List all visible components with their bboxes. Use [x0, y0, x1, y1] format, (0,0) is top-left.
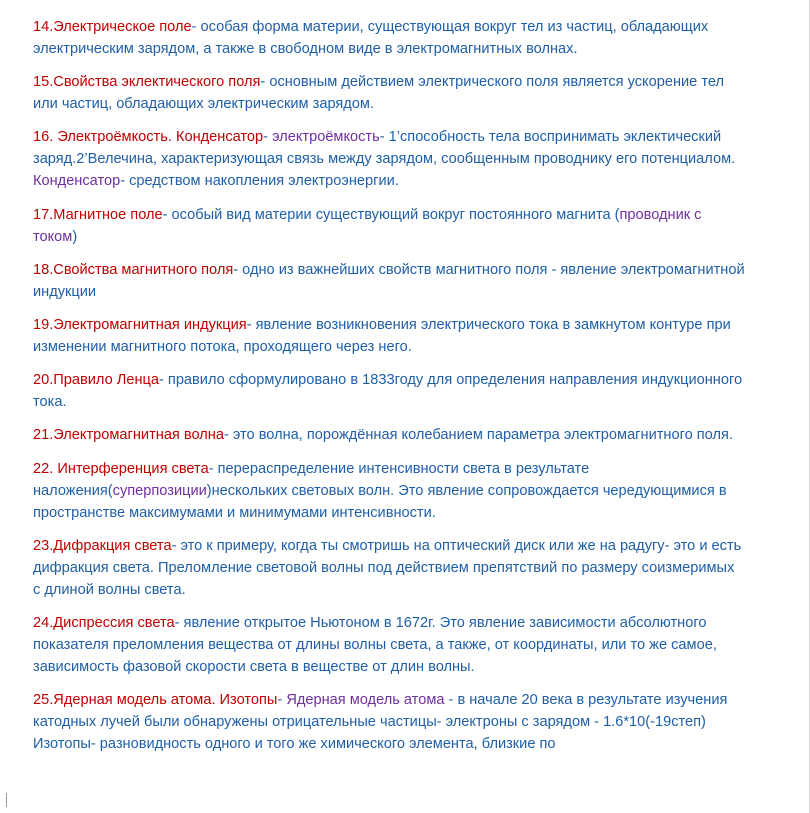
paragraph-23 — [33, 535, 745, 601]
term-heading: 24.Диспрессия света — [33, 614, 175, 631]
term-heading: 14.Электрическое поле — [33, 19, 192, 35]
term-heading: 22. Интерференция света — [33, 460, 209, 477]
term-highlight: электроёмкость — [272, 129, 380, 146]
paragraph-25 — [33, 689, 745, 755]
term-heading: 19.Электромагнитная индукция — [33, 316, 247, 333]
definition-text: )нескольких световых волн. Это явление сопровождается чередующимися в пространстве максимумами и минимумами интенсивности. — [33, 482, 727, 521]
definition-text: - в начале 20 века в результате изучения катодных лучей были обнаружены отрицательные частицы- электроны с зарядом - 1.6*10(-19степ) Изотопы- разновидность одного и того же химического элемента, близкие по — [33, 692, 728, 753]
definition-text: - перераспределение интенсивности света в результате наложения( — [33, 460, 590, 499]
paragraph-22 — [33, 458, 745, 524]
definition-text: - основным действием электрического поля является ускорение тел или частиц, обладающих электрическим зарядом. — [33, 74, 724, 113]
paragraph-15 — [33, 71, 745, 115]
definition-text: - средством накопления электроэнергии. — [120, 173, 399, 190]
term-heading: 21.Электромагнитная волна — [33, 427, 224, 444]
definition-text: - это волна, порождённая колебанием параметра электромагнитного поля. — [223, 427, 733, 444]
page-bottom-edge — [0, 779, 805, 813]
term-heading: 20.Правило Ленца — [33, 372, 159, 389]
term-heading: 25.Ядерная модель атома. Изотопы — [33, 692, 278, 709]
term-heading: 18.Свойства магнитного поля — [33, 261, 234, 278]
definition-text: - явление возникновения электрического тока в замкнутом контуре при изменении магнитного потока, проходящего через него. — [33, 316, 731, 355]
definition-text: - особый вид материи существующий вокруг постоянного магнита ( — [162, 206, 620, 223]
definition-text: - правило сформулировано в 1833году для определения направления индукционного тока. — [33, 372, 743, 411]
definition-text: ) — [72, 228, 78, 245]
term-highlight: Конденсатор — [33, 173, 121, 190]
term-highlight: суперпозиции — [112, 482, 207, 499]
paragraph-16 — [33, 126, 745, 192]
text-cursor — [6, 793, 7, 807]
term-heading: 17.Магнитное поле — [33, 206, 163, 223]
term-heading: 16. Электроёмкость. Конденсатор — [33, 129, 264, 146]
definition-text: - это к примеру, когда ты смотришь на оптический диск или же на радугу- это и есть дифракция света. Преломление световой волны под действием препятствий по размеру соизмеримых с длиной волны света. — [33, 537, 742, 598]
document-body — [33, 16, 745, 766]
definition-text: - — [277, 692, 287, 709]
paragraph-20 — [33, 369, 745, 413]
term-heading: 15.Свойства эклектического поля — [33, 74, 261, 91]
paragraph-24 — [33, 612, 745, 678]
paragraph-19 — [33, 314, 745, 358]
definition-text: - особая форма материи, существующая вокруг тел из частиц, обладающих электрическим зарядом, а также в свободном виде в электромагнитных волнах. — [33, 19, 709, 57]
definition-text: - явление открытое Ньютоном в 1672г. Это явление зависимости абсолютного показателя преломления вещества от длины волны света, а также, от координаты, или то же самое, зависимость фазовой скорости света в веществе от длин волны. — [33, 614, 717, 675]
definition-text: - — [263, 129, 273, 146]
term-heading: 23.Дифракция света — [33, 537, 172, 554]
paragraph-14 — [33, 16, 745, 60]
paragraph-17 — [33, 204, 745, 248]
term-highlight: Ядерная модель атома — [286, 692, 445, 709]
paragraph-18 — [33, 259, 745, 303]
term-highlight: проводник с током — [33, 206, 702, 245]
definition-text: - 1’способность тела воспринимать эклектический заряд.2’Велечина, характеризующая связь между зарядом, сообщенным проводнику его потенциалом. — [33, 129, 736, 168]
paragraph-21 — [33, 424, 745, 446]
definition-text: - одно из важнейших свойств магнитного поля - явление электромагнитной индукции — [33, 261, 745, 300]
